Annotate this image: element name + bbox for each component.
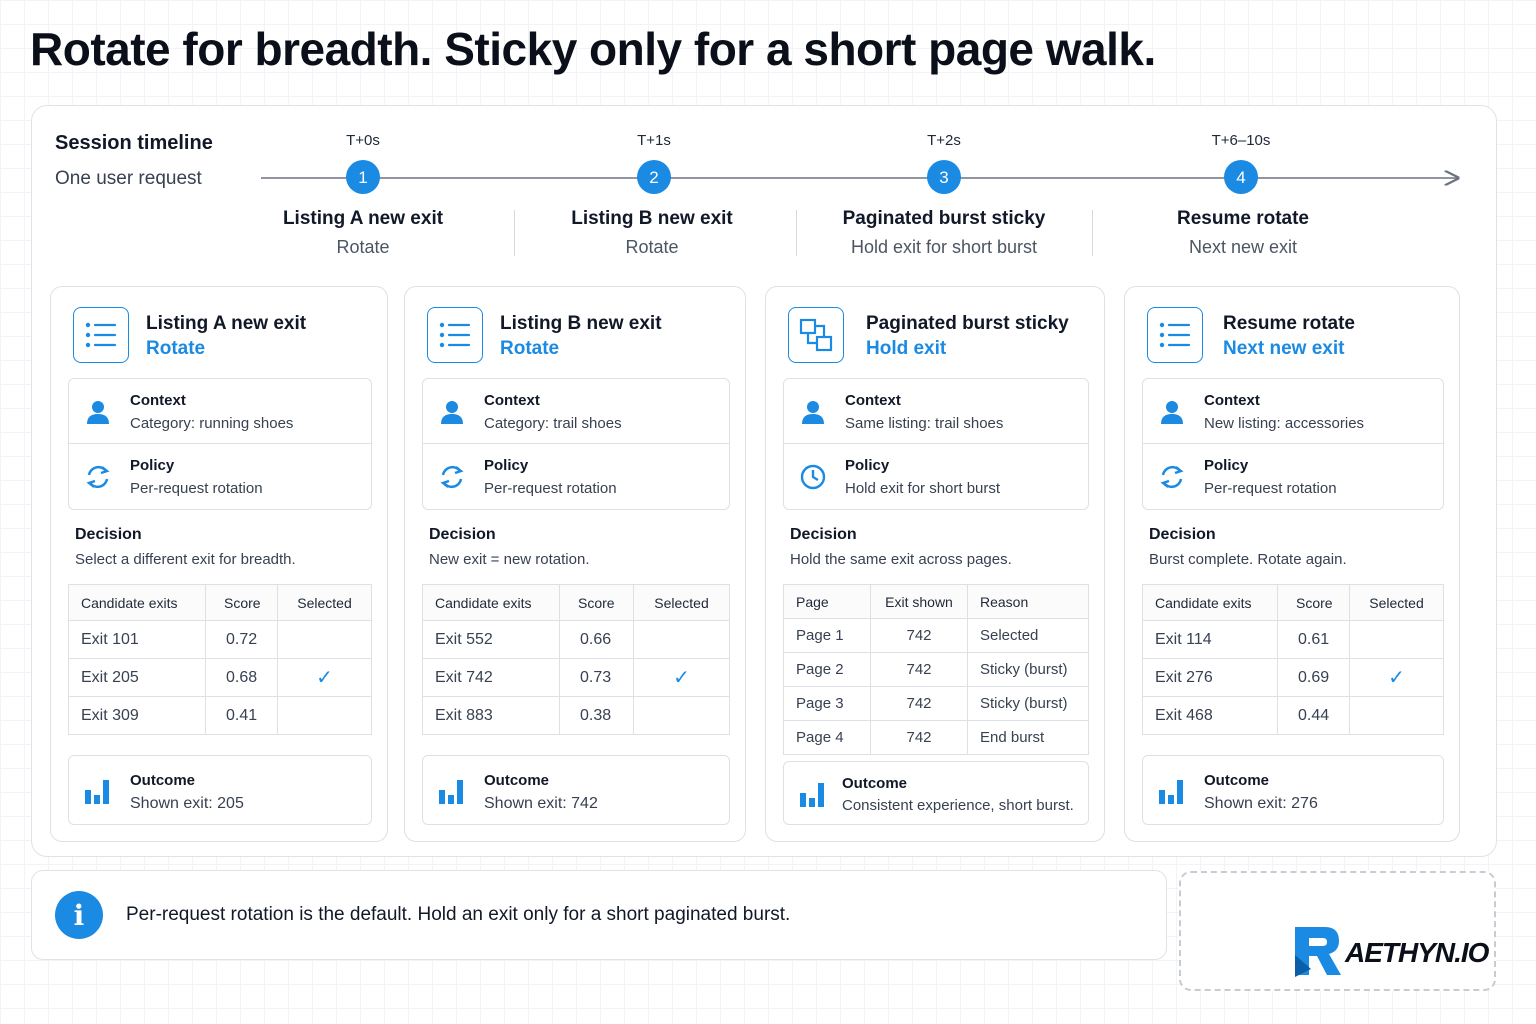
decision-text: Hold the same exit across pages.: [790, 551, 1012, 568]
timeline-node-number: 3: [939, 168, 949, 187]
table-cell: Exit 309: [69, 697, 206, 735]
context-value: New listing: accessories: [1204, 415, 1365, 432]
table-cell: Page 2: [784, 653, 871, 687]
table-header-row: [784, 585, 1089, 619]
context-policy-box: [1142, 378, 1444, 510]
table-cell: 0.41: [206, 697, 278, 735]
policy-value: Per-request rotation: [484, 480, 617, 497]
table-cell: End burst: [968, 721, 1089, 755]
table-header: Candidate exits: [69, 585, 206, 621]
page-walk-table: [783, 584, 1089, 755]
table-row: [1143, 621, 1444, 659]
logo-mark-icon: [1291, 925, 1345, 979]
table-header: Exit shown: [871, 585, 968, 619]
card-subtitle: Hold exit: [866, 338, 947, 359]
policy-label: Policy: [130, 457, 175, 474]
outcome-value: Shown exit: 205: [130, 795, 244, 812]
outcome-label: Outcome: [130, 772, 196, 789]
context-label: Context: [484, 392, 540, 409]
table-header: Score: [206, 585, 278, 621]
table-cell: 0.38: [560, 697, 634, 735]
info-icon: i: [55, 891, 103, 939]
policy-value: Per-request rotation: [130, 480, 263, 497]
table-cell: 0.66: [560, 621, 634, 659]
selected-check-icon: [634, 621, 730, 659]
table-cell: Exit 114: [1143, 621, 1278, 659]
table-header-row: [423, 585, 730, 621]
selected-check-icon: [634, 697, 730, 735]
table-row: [423, 659, 730, 697]
flow-icon: [788, 307, 844, 363]
table-cell: Exit 883: [423, 697, 560, 735]
table-cell: Exit 552: [423, 621, 560, 659]
selected-check-icon: ✓: [278, 659, 372, 697]
user-icon: [799, 398, 827, 426]
candidate-table: [68, 584, 372, 735]
step-time: T+2s: [927, 132, 961, 149]
table-header: Candidate exits: [423, 585, 560, 621]
table-cell: Page 4: [784, 721, 871, 755]
outcome-value: Consistent experience, short burst.: [842, 797, 1074, 814]
table-cell: Selected: [968, 619, 1089, 653]
step-subtitle: Hold exit for short burst: [850, 237, 1038, 257]
context-policy-box: [783, 378, 1089, 510]
policy-row: [1143, 444, 1443, 509]
table-header: Score: [1278, 585, 1350, 621]
candidate-table: [1142, 584, 1444, 735]
timeline-node-1: [346, 160, 380, 194]
table-row: [1143, 659, 1444, 697]
card-title: Listing A new exit: [146, 313, 307, 334]
user-icon: [1158, 398, 1186, 426]
step-subtitle: Rotate: [625, 237, 679, 257]
card-subtitle: Rotate: [500, 338, 560, 359]
step-card-4: [1124, 286, 1460, 842]
context-policy-box: [68, 378, 372, 510]
table-cell: Exit 276: [1143, 659, 1278, 697]
table-cell: Page 1: [784, 619, 871, 653]
logo-wordmark: AETHYN.IO: [1345, 937, 1489, 968]
info-note: [31, 870, 1167, 960]
table-row: [423, 697, 730, 735]
context-row: [784, 379, 1088, 444]
decision-label: Decision: [429, 526, 496, 543]
table-row: [784, 619, 1089, 653]
rotate-icon: [1158, 463, 1186, 491]
table-header: Score: [560, 585, 634, 621]
table-header-row: [1143, 585, 1444, 621]
timeline-node-3: [927, 160, 961, 194]
step-title: Listing B new exit: [571, 208, 733, 229]
step-title: Listing A new exit: [282, 208, 444, 229]
table-cell: 742: [871, 721, 968, 755]
outcome-label: Outcome: [842, 775, 908, 792]
policy-value: Per-request rotation: [1204, 480, 1337, 497]
decision-label: Decision: [790, 526, 857, 543]
timeline-node-2: [637, 160, 671, 194]
step-subtitle: Rotate: [336, 237, 390, 257]
timeline-node-number: 4: [1236, 168, 1246, 187]
table-cell: 0.72: [206, 621, 278, 659]
card-title: Paginated burst sticky: [866, 313, 1069, 334]
main-panel: [31, 105, 1497, 857]
rotate-icon: [438, 463, 466, 491]
step-time: T+1s: [637, 132, 671, 149]
step-card-3: [765, 286, 1105, 842]
decision-text: Burst complete. Rotate again.: [1149, 551, 1347, 568]
timeline-node-4: [1224, 160, 1258, 194]
table-cell: 742: [871, 619, 968, 653]
table-cell: 742: [871, 653, 968, 687]
policy-label: Policy: [484, 457, 529, 474]
user-icon: [84, 398, 112, 426]
outcome-label: Outcome: [1204, 772, 1270, 789]
decision-text: New exit = new rotation.: [429, 551, 590, 568]
step-title: Resume rotate: [1177, 208, 1309, 229]
outcome-box: [783, 761, 1089, 825]
selected-check-icon: [1350, 697, 1444, 735]
selected-check-icon: [278, 697, 372, 735]
logo-box: [1179, 871, 1496, 991]
outcome-box: [422, 755, 730, 825]
decision-text: Select a different exit for breadth.: [75, 551, 296, 568]
user-icon: [438, 398, 466, 426]
outcome-value: Shown exit: 276: [1204, 795, 1318, 812]
table-row: [69, 697, 372, 735]
list-icon: [427, 307, 483, 363]
table-cell: 0.44: [1278, 697, 1350, 735]
step-time: T+0s: [346, 132, 380, 149]
selected-check-icon: ✓: [1350, 659, 1444, 697]
outcome-value: Shown exit: 742: [484, 795, 598, 812]
context-label: Context: [845, 392, 901, 409]
table-row: [69, 659, 372, 697]
bar-chart-icon: [437, 776, 465, 806]
context-row: [423, 379, 729, 444]
table-header: Selected: [278, 585, 372, 621]
step-card-2: [404, 286, 746, 842]
selected-check-icon: ✓: [634, 659, 730, 697]
bar-chart-icon: [83, 776, 111, 806]
policy-label: Policy: [1204, 457, 1249, 474]
outcome-box: [68, 755, 372, 825]
table-header-row: [69, 585, 372, 621]
context-row: [69, 379, 371, 444]
outcome-label: Outcome: [484, 772, 550, 789]
table-cell: 0.68: [206, 659, 278, 697]
step-time: T+6–10s: [1211, 132, 1271, 149]
selected-check-icon: [278, 621, 372, 659]
list-icon: [1147, 307, 1203, 363]
step-subtitle: Next new exit: [1188, 237, 1298, 257]
table-row: [784, 687, 1089, 721]
decision-label: Decision: [1149, 526, 1216, 543]
card-title: Resume rotate: [1223, 313, 1355, 334]
note-text: Per-request rotation is the default. Hold an exit only for a short paginated burst.: [126, 904, 791, 925]
clock-icon: [799, 463, 827, 491]
step-card-1: [50, 286, 388, 842]
decision-label: Decision: [75, 526, 142, 543]
context-policy-box: [422, 378, 730, 510]
context-value: Category: running shoes: [130, 415, 294, 432]
table-cell: 0.69: [1278, 659, 1350, 697]
table-cell: 0.73: [560, 659, 634, 697]
card-subtitle: Rotate: [146, 338, 206, 359]
table-row: [1143, 697, 1444, 735]
table-header: Page: [784, 585, 871, 619]
table-cell: 0.61: [1278, 621, 1350, 659]
table-header: Reason: [968, 585, 1089, 619]
table-row: [69, 621, 372, 659]
policy-label: Policy: [845, 457, 890, 474]
policy-value: Hold exit for short burst: [845, 480, 1001, 497]
table-cell: Exit 205: [69, 659, 206, 697]
context-label: Context: [1204, 392, 1260, 409]
table-header: Candidate exits: [1143, 585, 1278, 621]
table-row: [784, 721, 1089, 755]
card-title: Listing B new exit: [500, 313, 662, 334]
table-header: Selected: [634, 585, 730, 621]
table-cell: Page 3: [784, 687, 871, 721]
timeline-node-number: 1: [358, 168, 368, 187]
timeline-node-number: 2: [649, 168, 659, 187]
outcome-box: [1142, 755, 1444, 825]
table-cell: Exit 468: [1143, 697, 1278, 735]
table-cell: Sticky (burst): [968, 653, 1089, 687]
policy-row: [784, 444, 1088, 509]
policy-row: [423, 444, 729, 509]
context-label: Context: [130, 392, 186, 409]
bar-chart-icon: [798, 779, 826, 809]
table-cell: Sticky (burst): [968, 687, 1089, 721]
rotate-icon: [84, 463, 112, 491]
bar-chart-icon: [1157, 776, 1185, 806]
context-value: Category: trail shoes: [484, 415, 622, 432]
table-cell: Exit 742: [423, 659, 560, 697]
list-icon: [73, 307, 129, 363]
card-subtitle: Next new exit: [1223, 338, 1345, 359]
timeline-title: Session timeline: [55, 132, 213, 154]
table-row: [423, 621, 730, 659]
table-row: [784, 653, 1089, 687]
step-title: Paginated burst sticky: [842, 208, 1046, 229]
table-cell: Exit 101: [69, 621, 206, 659]
page-title: Rotate for breadth. Sticky only for a short page walk.: [30, 23, 1156, 75]
context-row: [1143, 379, 1443, 444]
timeline-subtitle: One user request: [55, 168, 202, 189]
context-value: Same listing: trail shoes: [845, 415, 1004, 432]
selected-check-icon: [1350, 621, 1444, 659]
candidate-table: [422, 584, 730, 735]
policy-row: [69, 444, 371, 509]
table-cell: 742: [871, 687, 968, 721]
table-header: Selected: [1350, 585, 1444, 621]
timeline-axis: [32, 106, 1498, 206]
